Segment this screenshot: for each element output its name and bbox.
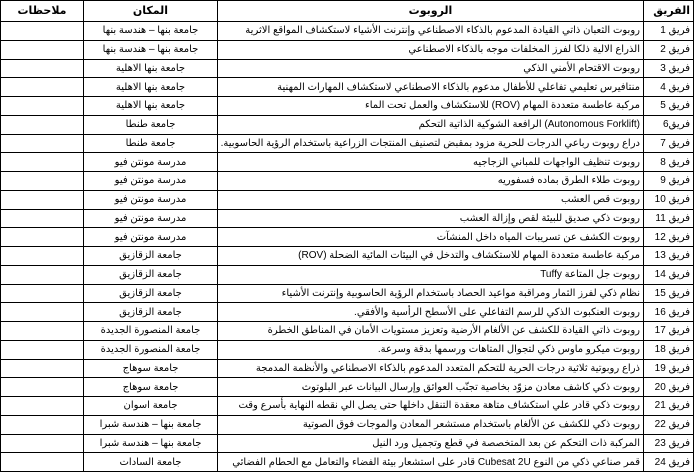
robot-cell: روبوت ميكرو ماوس ذكي لتجوال المتاهات ورسمها بدقة وسرعة. bbox=[218, 340, 644, 359]
notes-cell bbox=[1, 434, 84, 453]
place-cell: جامعة طنطا bbox=[84, 115, 218, 134]
table-row bbox=[1, 322, 694, 341]
place-cell: جامعة المنصورة الجديدة bbox=[84, 322, 218, 341]
robot-cell: روبوت ذكي صديق للبيئة لقص وإزالة العشب bbox=[218, 209, 644, 228]
team-cell: فريق 22 bbox=[644, 415, 694, 434]
place-cell: جامعة بنها – هندسة بنها bbox=[84, 40, 218, 59]
robot-cell: روبوت تنظيف الواجهات للمباني الزجاجيه bbox=[218, 153, 644, 172]
notes-cell bbox=[1, 172, 84, 191]
place-cell: جامعة بنها الاهلية bbox=[84, 78, 218, 97]
robot-cell: روبوت ذاتي القيادة للكشف عن الألغام الأرضية وتعزيز مستويات الأمان في المناطق الخطرة bbox=[218, 322, 644, 341]
notes-cell bbox=[1, 247, 84, 266]
table-row bbox=[1, 59, 694, 78]
robot-cell: روبوت ذكي قادر علي استكشاف متاهة معقدة التنقل داخلها حتى يصل الي نقطه النهاية بأسرع وقت bbox=[218, 397, 644, 416]
team-cell: فريق 23 bbox=[644, 434, 694, 453]
robot-cell: مركبة عاطسة متعددة المهام للاستكشاف والتدخل في البيئات المائية الضحلة (ROV) bbox=[218, 247, 644, 266]
place-cell: جامعة السادات bbox=[84, 453, 218, 472]
team-cell: فريق 4 bbox=[644, 78, 694, 97]
place-cell: جامعة الزقازيق bbox=[84, 265, 218, 284]
notes-cell bbox=[1, 22, 84, 41]
notes-cell bbox=[1, 453, 84, 472]
table-row bbox=[1, 284, 694, 303]
table-row bbox=[1, 434, 694, 453]
team-cell: فريق 10 bbox=[644, 190, 694, 209]
robot-cell: مركبة عاطسة متعددة المهام (ROV) للاستكشاف والعمل تحت الماء bbox=[218, 97, 644, 116]
robot-cell: روبوت العنكبوت الذكي للرسم التفاعلي على الأسطح الرأسية والأفقي. bbox=[218, 303, 644, 322]
place-cell: مدرسة مونتن فيو bbox=[84, 228, 218, 247]
team-cell: فريق 14 bbox=[644, 265, 694, 284]
notes-cell bbox=[1, 134, 84, 153]
notes-cell bbox=[1, 340, 84, 359]
place-cell: جامعة بنها – هندسة بنها bbox=[84, 22, 218, 41]
table-row bbox=[1, 115, 694, 134]
table-row bbox=[1, 303, 694, 322]
team-cell: فريق 2 bbox=[644, 40, 694, 59]
place-cell: جامعة المنصورة الجديدة bbox=[84, 340, 218, 359]
table-row bbox=[1, 134, 694, 153]
place-cell: جامعة اسوان bbox=[84, 397, 218, 416]
robot-cell: روبوت ذكي للكشف عن الألغام باستخدام مستشعر المعادن والموجات فوق الصوتية bbox=[218, 415, 644, 434]
table-row bbox=[1, 228, 694, 247]
header-notes: ملاحظات bbox=[1, 1, 84, 22]
place-cell: مدرسة مونتن فيو bbox=[84, 190, 218, 209]
team-cell: فريق 5 bbox=[644, 97, 694, 116]
table-row bbox=[1, 153, 694, 172]
place-cell: جامعة بنها – هندسة شبرا bbox=[84, 415, 218, 434]
notes-cell bbox=[1, 415, 84, 434]
robot-cell: الذراع الالية ذلكا لفرز المخلفات موجه بالذكاء الاصطناعي bbox=[218, 40, 644, 59]
robot-cell: قمر صناعي ذكي من النوع Cubesat 2U قادر على استشعار بيئة الفضاء والتعامل مع الحطام الفضائي bbox=[218, 453, 644, 472]
notes-cell bbox=[1, 303, 84, 322]
team-cell: فريق6 bbox=[644, 115, 694, 134]
team-cell: فريق 3 bbox=[644, 59, 694, 78]
table-row bbox=[1, 265, 694, 284]
team-cell: فريق 20 bbox=[644, 378, 694, 397]
team-cell: فريق 1 bbox=[644, 22, 694, 41]
team-cell: فريق 24 bbox=[644, 453, 694, 472]
table-row bbox=[1, 415, 694, 434]
place-cell: مدرسة مونتن فيو bbox=[84, 153, 218, 172]
team-cell: فريق 7 bbox=[644, 134, 694, 153]
notes-cell bbox=[1, 397, 84, 416]
robot-cell: دراع روبوت رباعي الدرجات للحرية مزود بمقبض لتصنيف المنتجات الزراعية باستخدام الرؤية الحاسوبية. bbox=[218, 134, 644, 153]
place-cell: جامعة بنها الاهلية bbox=[84, 59, 218, 78]
table-row bbox=[1, 97, 694, 116]
robot-cell: روبوت الثعبان ذاتي القيادة المدعوم بالذكاء الاصطناعي وإنترنت الأشياء لاستكشاف المواقع الاثرية bbox=[218, 22, 644, 41]
table-row bbox=[1, 209, 694, 228]
team-cell: فريق 8 bbox=[644, 153, 694, 172]
robot-cell: (Autonomous Forklift) الرافعة الشوكية الذاتية التحكم bbox=[218, 115, 644, 134]
place-cell: مدرسة مونتن فيو bbox=[84, 172, 218, 191]
table-row bbox=[1, 190, 694, 209]
place-cell: جامعة سوهاج bbox=[84, 359, 218, 378]
place-cell: جامعة سوهاج bbox=[84, 378, 218, 397]
notes-cell bbox=[1, 97, 84, 116]
robot-cell: روبوت الكشف عن تسريبات المياه داخل المنشآت bbox=[218, 228, 644, 247]
header-place: المكان bbox=[84, 1, 218, 22]
notes-cell bbox=[1, 115, 84, 134]
robot-cell: روبوت الاقتحام الأمني الذكي bbox=[218, 59, 644, 78]
robot-cell: منتافيرس تعليمي تفاعلي للأطفال مدعوم بالذكاء الاصطناعي لاستكشاف المهارات المهنية bbox=[218, 78, 644, 97]
place-cell: جامعة الزقازيق bbox=[84, 284, 218, 303]
place-cell: جامعة بنها الاهلية bbox=[84, 97, 218, 116]
table-row bbox=[1, 247, 694, 266]
robot-cell: روبوت قص العشب bbox=[218, 190, 644, 209]
notes-cell bbox=[1, 284, 84, 303]
header-row bbox=[1, 1, 694, 22]
notes-cell bbox=[1, 190, 84, 209]
robot-cell: ذراع روبوتية ثلاثية درجات الحرية للتحكم المتعدد المدعوم بالذكاء الاصطناعي والأنظمة المدمجة bbox=[218, 359, 644, 378]
team-cell: فريق 18 bbox=[644, 340, 694, 359]
header-robot: الروبوت bbox=[218, 1, 644, 22]
team-cell: فريق 16 bbox=[644, 303, 694, 322]
notes-cell bbox=[1, 228, 84, 247]
table-row bbox=[1, 78, 694, 97]
team-cell: فريق 12 bbox=[644, 228, 694, 247]
table-row bbox=[1, 172, 694, 191]
table-row bbox=[1, 40, 694, 59]
notes-cell bbox=[1, 209, 84, 228]
table-row bbox=[1, 359, 694, 378]
team-cell: فريق 21 bbox=[644, 397, 694, 416]
table-row bbox=[1, 453, 694, 472]
notes-cell bbox=[1, 78, 84, 97]
table-body bbox=[1, 22, 694, 472]
place-cell: جامعة طنطا bbox=[84, 134, 218, 153]
notes-cell bbox=[1, 378, 84, 397]
notes-cell bbox=[1, 359, 84, 378]
notes-cell bbox=[1, 153, 84, 172]
team-cell: فريق 15 bbox=[644, 284, 694, 303]
table-row bbox=[1, 340, 694, 359]
robot-cell: روبوت جل المتاعة Tuffy bbox=[218, 265, 644, 284]
notes-cell bbox=[1, 40, 84, 59]
team-cell: فريق 11 bbox=[644, 209, 694, 228]
notes-cell bbox=[1, 59, 84, 78]
team-cell: فريق 13 bbox=[644, 247, 694, 266]
team-cell: فريق 9 bbox=[644, 172, 694, 191]
team-cell: فريق 17 bbox=[644, 322, 694, 341]
robot-cell: المركبة ذات التحكم عن بعد المتخصصة في قطع وتجميل ورد النيل bbox=[218, 434, 644, 453]
notes-cell bbox=[1, 265, 84, 284]
team-cell: فريق 19 bbox=[644, 359, 694, 378]
table-row bbox=[1, 397, 694, 416]
place-cell: جامعة الزقازيق bbox=[84, 247, 218, 266]
place-cell: جامعة الزقازيق bbox=[84, 303, 218, 322]
table-row bbox=[1, 22, 694, 41]
place-cell: مدرسة مونتن فيو bbox=[84, 209, 218, 228]
robot-cell: روبوت طلاء الطرق بماده فسفوريه bbox=[218, 172, 644, 191]
header-team: الفريق bbox=[644, 1, 694, 22]
robot-cell: روبوت ذكي كاشف معادن مزوّد بخاصية تجنّب العوائق وإرسال البيانات عبر البلوتوث bbox=[218, 378, 644, 397]
robot-cell: نظام ذكي لفرز الثمار ومراقبة مواعيد الحصاد باستخدام الرؤية الحاسوبية وإنترنت الأشياء bbox=[218, 284, 644, 303]
table-row bbox=[1, 378, 694, 397]
place-cell: جامعة بنها – هندسة شبرا bbox=[84, 434, 218, 453]
notes-cell bbox=[1, 322, 84, 341]
